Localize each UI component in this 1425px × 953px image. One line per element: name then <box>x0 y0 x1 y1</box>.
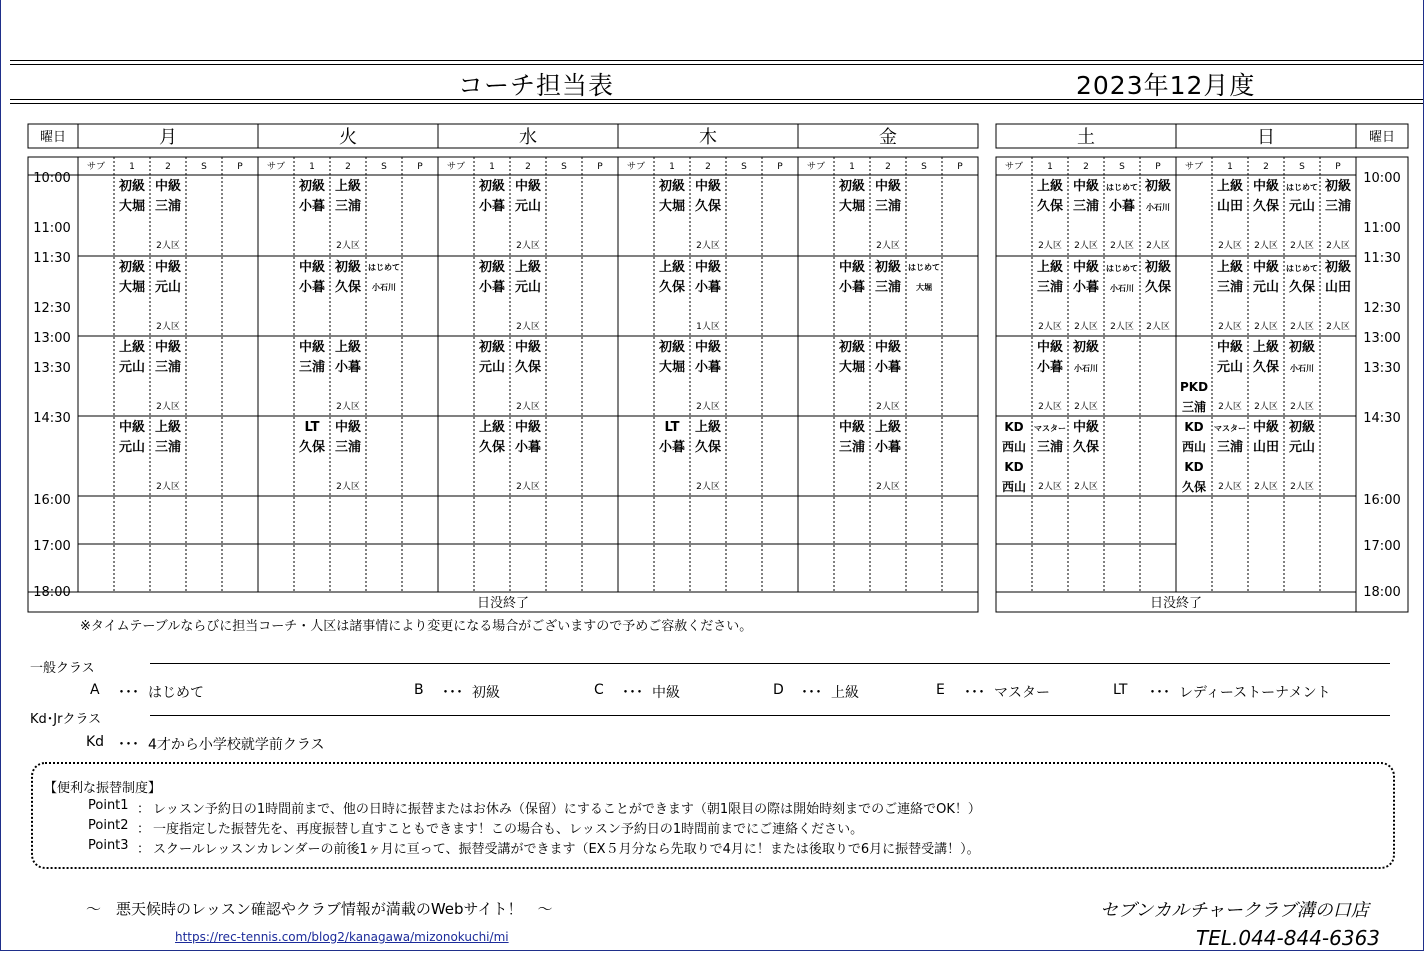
class-level: 初級 <box>1288 420 1316 435</box>
coach-name: 元山 <box>514 199 542 214</box>
class-level: 初級 <box>118 179 146 194</box>
area-label: 2人区 <box>876 241 900 251</box>
class-level: 初級 <box>1144 179 1172 194</box>
coach-name: 小暮 <box>478 280 506 295</box>
class-level: 上級 <box>514 260 542 275</box>
area-label: 2人区 <box>516 241 540 251</box>
coach-name: 三浦 <box>298 360 326 375</box>
disclaimer-text: ※タイムテーブルならびに担当コーチ・人区は諸事情により変更になる場合がございますので予めご容赦ください。 <box>80 619 753 634</box>
area-label: 2人区 <box>1074 402 1098 412</box>
coach-name: 小暮 <box>298 280 326 295</box>
sub-header: 1 <box>309 162 315 172</box>
class-level: 中級 <box>154 260 182 275</box>
class-level: LT <box>304 420 320 435</box>
general-class-sep: ･･･ <box>801 685 822 701</box>
area-label: 2人区 <box>516 322 540 332</box>
class-level: 上級 <box>154 420 182 435</box>
class-level: 中級 <box>838 260 866 275</box>
coach-name: 三浦 <box>1036 280 1064 295</box>
general-class-sep: ･･･ <box>622 685 643 701</box>
sub-header: サブ <box>86 162 106 172</box>
sub-header: P <box>777 162 783 172</box>
class-level: 初級 <box>334 260 362 275</box>
general-class-sep: ･･･ <box>442 685 463 701</box>
class-level: 初級 <box>1324 179 1352 194</box>
area-label: 1人区 <box>696 322 720 332</box>
area-label: 2人区 <box>1290 482 1314 492</box>
sunset-label: 日没終了 <box>476 596 530 611</box>
website-note: ～ 悪天候時のレッスン確認やクラブ情報が満載のWebサイト！ ～ <box>86 900 553 918</box>
area-label: 2人区 <box>336 482 360 492</box>
coach-name: 三浦 <box>1036 440 1064 455</box>
time-label: 14:30 <box>33 411 71 426</box>
day-header: 火 <box>339 127 357 148</box>
general-class-sep: ･･･ <box>1149 685 1170 701</box>
class-level: 中級 <box>1072 260 1100 275</box>
time-label: 13:30 <box>1363 361 1401 376</box>
class-level: 初級 <box>874 260 902 275</box>
sub-header: サブ <box>446 162 466 172</box>
coach-name: 元山 <box>514 280 542 295</box>
area-label: 2人区 <box>516 402 540 412</box>
coach-name: 小石川 <box>1074 364 1098 373</box>
coach-name: 久保 <box>514 360 542 375</box>
class-level: マスター <box>1214 424 1246 433</box>
period-label: 2023年12月度 <box>1076 71 1256 100</box>
coach-name: 久保 <box>658 280 686 295</box>
weekday-label: 曜日 <box>1368 130 1396 145</box>
class-level: はじめて <box>368 263 400 272</box>
point2-sep: ： <box>137 822 151 837</box>
point3-text: スクールレッスンカレンダーの前後1ヶ月に亘って、振替受講ができます（EX５月分なら先取りで4月に！または後取りで6月に振替受講！）。 <box>153 842 980 857</box>
class-level: 中級 <box>694 340 722 355</box>
coach-name: 小暮 <box>1108 199 1136 214</box>
area-label: 2人区 <box>696 482 720 492</box>
general-class-code: E <box>936 682 945 698</box>
area-label: 2人区 <box>1326 322 1350 332</box>
area-label: 2人区 <box>1074 482 1098 492</box>
class-level: 上級 <box>478 420 506 435</box>
area-label: 2人区 <box>516 482 540 492</box>
coach-name: 三浦 <box>874 280 902 295</box>
kd-class: PKD <box>1179 380 1209 394</box>
time-label: 16:00 <box>33 493 71 508</box>
coach-name: 元山 <box>1252 280 1280 295</box>
coach-name: 小暮 <box>838 280 866 295</box>
class-level: 初級 <box>658 179 686 194</box>
area-label: 2人区 <box>1254 322 1278 332</box>
website-link[interactable]: https://rec-tennis.com/blog2/kanagawa/mizonokuchi/mi <box>175 930 509 944</box>
area-label: 2人区 <box>156 402 180 412</box>
coach-name: 元山 <box>1216 360 1244 375</box>
coach-name: 小暮 <box>334 360 362 375</box>
area-label: 2人区 <box>1110 322 1134 332</box>
class-level: 中級 <box>1216 340 1244 355</box>
general-class-sep: ･･･ <box>964 685 985 701</box>
area-label: 2人区 <box>1146 241 1170 251</box>
general-class-rule <box>150 663 1390 664</box>
coach-name: 小暮 <box>478 199 506 214</box>
area-label: 2人区 <box>336 241 360 251</box>
time-label: 17:00 <box>33 539 71 554</box>
class-level: 中級 <box>514 420 542 435</box>
coach-name: 三浦 <box>1072 199 1100 214</box>
kd-class: KD <box>1184 420 1204 434</box>
time-label: 10:00 <box>33 171 71 186</box>
general-class-name: レディーストーナメント <box>1179 685 1331 701</box>
sub-header: 2 <box>705 162 711 172</box>
day-header: 月 <box>159 127 177 148</box>
sub-header: 1 <box>1227 162 1233 172</box>
sub-header: S <box>561 162 567 172</box>
class-level: 中級 <box>118 420 146 435</box>
time-label: 13:30 <box>33 361 71 376</box>
class-level: 上級 <box>334 179 362 194</box>
class-level: 初級 <box>478 340 506 355</box>
class-level: 初級 <box>478 179 506 194</box>
coach-name: 大堀 <box>916 283 932 292</box>
kids-class-code: Kd <box>86 734 105 750</box>
day-header: 水 <box>519 127 537 148</box>
area-label: 2人区 <box>156 482 180 492</box>
sub-header: 2 <box>345 162 351 172</box>
general-class-name: はじめて <box>148 685 204 701</box>
coach-name: 小石川 <box>372 283 396 292</box>
class-level: 上級 <box>694 420 722 435</box>
class-level: 初級 <box>298 179 326 194</box>
sub-header: 1 <box>849 162 855 172</box>
kids-class-sep: ･･･ <box>118 737 139 753</box>
coach-name: 久保 <box>298 440 326 455</box>
time-label: 13:00 <box>1363 331 1401 346</box>
coach-name: 大堀 <box>658 199 686 214</box>
sub-header: 1 <box>669 162 675 172</box>
coach-name: 大堀 <box>118 280 146 295</box>
time-label: 18:00 <box>1363 585 1401 600</box>
day-header: 日 <box>1257 127 1275 148</box>
class-level: 中級 <box>334 420 362 435</box>
coach-name: 小暮 <box>298 199 326 214</box>
coach-name: 三浦 <box>1324 199 1352 214</box>
coach-name: 三浦 <box>154 440 182 455</box>
sub-header: 1 <box>489 162 495 172</box>
general-class-code: D <box>773 682 784 698</box>
time-label: 12:30 <box>33 301 71 316</box>
class-level: 中級 <box>694 260 722 275</box>
class-level: はじめて <box>1286 183 1318 192</box>
sub-header: S <box>741 162 747 172</box>
point2-text: 一度指定した振替先を、再度振替し直すこともできます！この場合も、レッスン予約日の1時間前までにご連絡ください。 <box>153 822 864 837</box>
area-label: 2人区 <box>1254 241 1278 251</box>
area-label: 2人区 <box>1218 482 1242 492</box>
class-level: 中級 <box>1072 420 1100 435</box>
general-class-code: A <box>90 682 100 698</box>
kids-class-rule <box>150 715 1390 716</box>
class-level: 中級 <box>874 340 902 355</box>
class-level: 上級 <box>1036 179 1064 194</box>
kd-coach: 三浦 <box>1181 400 1207 414</box>
kd-class: KD <box>1004 420 1024 434</box>
sub-header: 2 <box>885 162 891 172</box>
class-level: はじめて <box>1106 183 1138 192</box>
sub-header: P <box>597 162 603 172</box>
area-label: 2人区 <box>1038 322 1062 332</box>
coach-name: 久保 <box>694 440 722 455</box>
sub-header: P <box>957 162 963 172</box>
coach-name: 久保 <box>1072 440 1100 455</box>
area-label: 2人区 <box>1218 241 1242 251</box>
coach-name: 小石川 <box>1290 364 1314 373</box>
coach-name: 三浦 <box>1216 280 1244 295</box>
kd-coach: 久保 <box>1181 480 1207 494</box>
coach-name: 久保 <box>1036 199 1064 214</box>
area-label: 2人区 <box>1074 322 1098 332</box>
time-label: 14:30 <box>1363 411 1401 426</box>
class-level: 上級 <box>1252 340 1280 355</box>
sub-header: P <box>1155 162 1161 172</box>
sub-header: サブ <box>626 162 646 172</box>
class-level: 中級 <box>1072 179 1100 194</box>
day-header: 土 <box>1077 127 1095 148</box>
club-name: セブンカルチャークラブ溝の口店 <box>1100 900 1369 921</box>
coach-name: 元山 <box>478 360 506 375</box>
class-level: はじめて <box>1286 264 1318 273</box>
sub-header: P <box>417 162 423 172</box>
point3-label: Point3 <box>88 838 129 853</box>
page-title: コーチ担当表 <box>458 71 615 100</box>
coach-name: 久保 <box>478 440 506 455</box>
sub-header: P <box>1335 162 1341 172</box>
area-label: 2人区 <box>1110 241 1134 251</box>
point2-label: Point2 <box>88 818 129 833</box>
coach-name: 元山 <box>118 360 146 375</box>
general-class-code: C <box>594 682 604 698</box>
coach-name: 久保 <box>334 280 362 295</box>
sub-header: S <box>201 162 207 172</box>
general-class-title: 一般クラス <box>30 661 95 676</box>
area-label: 2人区 <box>1038 402 1062 412</box>
coach-name: 小暮 <box>874 440 902 455</box>
coach-name: 山田 <box>1324 280 1352 295</box>
class-level: 中級 <box>1252 260 1280 275</box>
class-level: はじめて <box>1106 264 1138 273</box>
coach-name: 山田 <box>1252 440 1280 455</box>
coach-name: 小暮 <box>694 280 722 295</box>
time-label: 16:00 <box>1363 493 1401 508</box>
sub-header: サブ <box>806 162 826 172</box>
day-header: 木 <box>699 127 717 148</box>
class-level: 初級 <box>1144 260 1172 275</box>
coach-name: 元山 <box>1288 199 1316 214</box>
transfer-title: 【便利な振替制度】 <box>44 781 162 796</box>
coach-name: 小暮 <box>1036 360 1064 375</box>
time-label: 11:00 <box>1363 221 1401 236</box>
coach-name: 小石川 <box>1110 284 1134 293</box>
class-level: 中級 <box>154 179 182 194</box>
kids-class-title: Kd･Jrクラス <box>30 712 102 727</box>
sub-header: 1 <box>1047 162 1053 172</box>
coach-name: 三浦 <box>154 360 182 375</box>
class-level: 中級 <box>874 179 902 194</box>
coach-name: 大堀 <box>118 199 146 214</box>
coach-name: 大堀 <box>658 360 686 375</box>
class-level: 初級 <box>838 179 866 194</box>
class-level: 中級 <box>298 260 326 275</box>
coach-name: 三浦 <box>334 199 362 214</box>
class-level: 中級 <box>514 340 542 355</box>
area-label: 2人区 <box>876 402 900 412</box>
sub-header: 2 <box>1263 162 1269 172</box>
kd-coach: 西山 <box>1181 440 1207 454</box>
general-class-name: マスター <box>994 685 1050 701</box>
coach-name: 久保 <box>1144 280 1172 295</box>
point1-text: レッスン予約日の1時間前まで、他の日時に振替またはお休み（保留）にすることができます（朝1限目の際は開始時刻までのご連絡でOK！） <box>153 802 981 817</box>
coach-name: 小石川 <box>1146 203 1170 212</box>
coach-name: 小暮 <box>514 440 542 455</box>
sub-header: サブ <box>1004 162 1024 172</box>
coach-name: 久保 <box>1288 280 1316 295</box>
weekend-header <box>996 124 1408 148</box>
class-level: 中級 <box>1252 179 1280 194</box>
area-label: 2人区 <box>1290 402 1314 412</box>
class-level: 上級 <box>118 340 146 355</box>
coach-name: 小暮 <box>694 360 722 375</box>
area-label: 2人区 <box>1038 241 1062 251</box>
area-label: 2人区 <box>156 322 180 332</box>
time-label: 12:30 <box>1363 301 1401 316</box>
area-label: 2人区 <box>156 241 180 251</box>
kd-coach: 西山 <box>1001 440 1027 454</box>
area-label: 2人区 <box>1074 241 1098 251</box>
sub-header: S <box>1119 162 1125 172</box>
area-label: 2人区 <box>1254 402 1278 412</box>
point1-label: Point1 <box>88 798 129 813</box>
time-label: 11:00 <box>33 221 71 236</box>
coach-name: 三浦 <box>334 440 362 455</box>
time-label: 11:30 <box>1363 251 1401 266</box>
class-level: 中級 <box>838 420 866 435</box>
coach-name: 大堀 <box>838 199 866 214</box>
class-level: 中級 <box>1252 420 1280 435</box>
coach-name: 三浦 <box>1216 440 1244 455</box>
point3-sep: ： <box>137 842 151 857</box>
area-label: 2人区 <box>1218 402 1242 412</box>
area-label: 2人区 <box>876 482 900 492</box>
coach-name: 大堀 <box>838 360 866 375</box>
area-label: 2人区 <box>1254 482 1278 492</box>
class-level: 中級 <box>514 179 542 194</box>
general-class-name: 上級 <box>831 685 859 701</box>
coach-name: 三浦 <box>874 199 902 214</box>
general-class-name: 中級 <box>652 685 680 701</box>
area-label: 2人区 <box>1146 322 1170 332</box>
kd-coach: 西山 <box>1001 480 1027 494</box>
coach-name: 三浦 <box>154 199 182 214</box>
kids-class-name: 4才から小学校就学前クラス <box>148 737 325 753</box>
sub-header: サブ <box>1184 162 1204 172</box>
class-level: 初級 <box>838 340 866 355</box>
class-level: 初級 <box>658 340 686 355</box>
class-level: 上級 <box>874 420 902 435</box>
kd-class: KD <box>1184 460 1204 474</box>
coach-name: 元山 <box>154 280 182 295</box>
class-level: 初級 <box>478 260 506 275</box>
coach-name: 久保 <box>1252 199 1280 214</box>
class-level: LT <box>664 420 680 435</box>
class-level: はじめて <box>908 263 940 272</box>
class-level: マスター <box>1034 424 1066 433</box>
area-label: 2人区 <box>1290 322 1314 332</box>
area-label: 2人区 <box>1326 241 1350 251</box>
class-level: 上級 <box>1216 260 1244 275</box>
time-label: 10:00 <box>1363 171 1401 186</box>
class-level: 初級 <box>1072 340 1100 355</box>
sub-header: サブ <box>266 162 286 172</box>
general-class-code: B <box>414 682 424 698</box>
class-level: 上級 <box>1216 179 1244 194</box>
area-label: 2人区 <box>1038 482 1062 492</box>
coach-name: 小暮 <box>1072 280 1100 295</box>
class-level: 初級 <box>1324 260 1352 275</box>
class-level: 中級 <box>694 179 722 194</box>
point1-sep: ： <box>137 802 151 817</box>
class-level: 中級 <box>154 340 182 355</box>
coach-name: 小暮 <box>874 360 902 375</box>
coach-name: 小暮 <box>658 440 686 455</box>
sub-header: 2 <box>525 162 531 172</box>
weekday-label: 曜日 <box>39 130 67 145</box>
class-level: 初級 <box>118 260 146 275</box>
coach-name: 三浦 <box>838 440 866 455</box>
sub-header: S <box>921 162 927 172</box>
sub-header: S <box>381 162 387 172</box>
area-label: 2人区 <box>336 402 360 412</box>
kd-class: KD <box>1004 460 1024 474</box>
class-level: 上級 <box>658 260 686 275</box>
coach-name: 久保 <box>694 199 722 214</box>
area-label: 2人区 <box>1290 241 1314 251</box>
area-label: 2人区 <box>696 402 720 412</box>
class-level: 中級 <box>298 340 326 355</box>
coach-name: 元山 <box>118 440 146 455</box>
time-label: 17:00 <box>1363 539 1401 554</box>
sub-header: 2 <box>165 162 171 172</box>
club-tel: TEL.044-844-6363 <box>1196 926 1381 950</box>
coach-name: 山田 <box>1216 199 1244 214</box>
sub-header: 2 <box>1083 162 1089 172</box>
general-class-sep: ･･･ <box>118 685 139 701</box>
sub-header: 1 <box>129 162 135 172</box>
general-class-code: LT <box>1113 682 1128 698</box>
area-label: 2人区 <box>696 241 720 251</box>
time-label: 18:00 <box>33 585 71 600</box>
sunset-label: 日没終了 <box>1149 596 1203 611</box>
sub-header: P <box>237 162 243 172</box>
coach-name: 久保 <box>1252 360 1280 375</box>
general-class-name: 初級 <box>472 685 500 701</box>
sub-header: S <box>1299 162 1305 172</box>
time-label: 13:00 <box>33 331 71 346</box>
class-level: 中級 <box>1036 340 1064 355</box>
class-level: 上級 <box>334 340 362 355</box>
class-level: 上級 <box>1036 260 1064 275</box>
time-label: 11:30 <box>33 251 71 266</box>
day-header: 金 <box>879 127 897 148</box>
area-label: 2人区 <box>1218 322 1242 332</box>
class-level: 初級 <box>1288 340 1316 355</box>
coach-name: 元山 <box>1288 440 1316 455</box>
